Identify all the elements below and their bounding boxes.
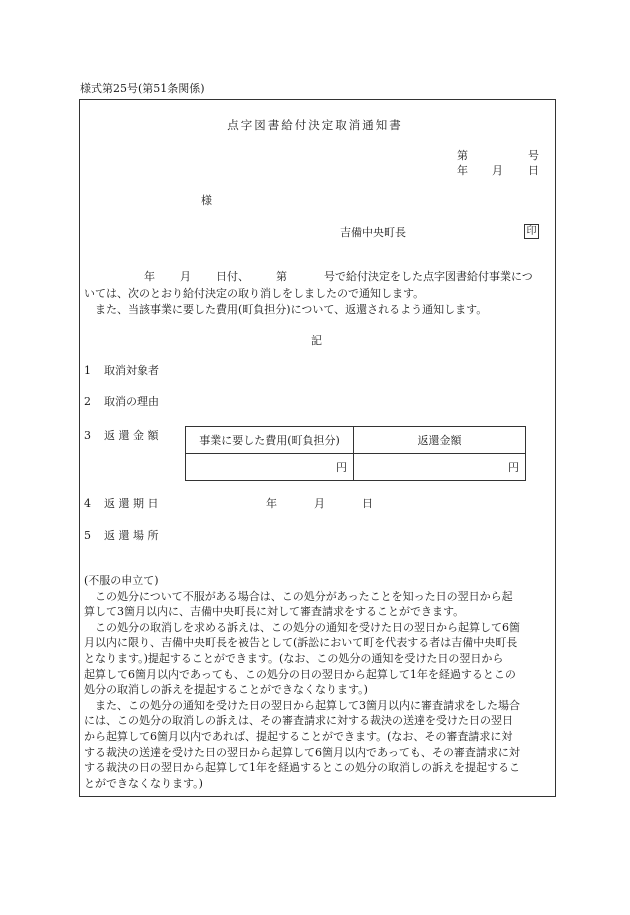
item-label: 返 還 期 日	[104, 497, 159, 510]
appeal-line: また、この処分の通知を受けた日の翌日から起算して3箇月以内に審査請求をした場合	[84, 698, 520, 712]
document-title: 点字図書給付決定取消通知書	[227, 118, 403, 132]
appeal-line: には、この処分の取消しの訴えは、その審査請求に対する裁決の送達を受けた日の翌日	[84, 714, 513, 728]
number-prefix: 第	[457, 149, 468, 162]
item-number: 3	[84, 429, 91, 442]
notice-month: 月	[180, 270, 191, 283]
notice-line2: いては、次のとおり給付決定の取り消しをしましたので通知します。	[84, 287, 425, 300]
notice-line1-text: 号で給付決定をした点字図書給付事業につ	[324, 270, 533, 283]
date-year: 年	[457, 164, 468, 177]
item-label: 取消の理由	[104, 395, 159, 408]
due-day: 日	[362, 497, 373, 510]
appeal-section	[84, 573, 552, 791]
item-label: 返 還 金 額	[104, 429, 159, 442]
refund-unit: 円	[354, 454, 526, 481]
cost-unit: 円	[186, 454, 354, 481]
item-label: 返 還 場 所	[104, 529, 159, 542]
issuer-name: 吉備中央町長	[340, 226, 406, 239]
item-number: 4	[84, 497, 91, 510]
due-year: 年	[266, 497, 277, 510]
appeal-line: する裁決の送達を受けた日の翌日から起算して6箇月以内であっても、その審査請求に対	[84, 745, 520, 759]
appeal-heading: (不服の申立て)	[84, 574, 159, 587]
item-3	[84, 430, 159, 441]
appeal-line: する裁決の日の翌日から起算して1年を経過するとこの処分の取消しの訴えを提起するこ	[84, 761, 520, 775]
date-month: 月	[492, 164, 503, 177]
recipient-suffix: 様	[201, 194, 212, 207]
appeal-line: とができなくなります。)	[84, 776, 203, 790]
item-number: 5	[84, 529, 91, 542]
table-header-row	[186, 427, 526, 454]
notice-year: 年	[144, 270, 155, 283]
appeal-line: 算して3箇月以内に、吉備中央町長に対して審査請求をすることができます。	[84, 605, 465, 619]
item-5	[84, 530, 159, 541]
item-number: 2	[84, 395, 91, 408]
form-label: 様式第25号(第51条関係)	[80, 82, 205, 95]
appeal-line: この処分について不服がある場合は、この処分があったことを知った日の翌日から起	[84, 589, 513, 603]
header-refund: 返還金額	[354, 427, 526, 454]
refund-table	[185, 426, 526, 481]
notice-line3: また、当該事業に要した費用(町負担分)について、返還されるよう通知します。	[84, 303, 488, 316]
item-1	[84, 365, 159, 376]
ki-heading: 記	[311, 334, 322, 347]
due-month: 月	[314, 497, 325, 510]
appeal-line: から起算して6箇月以内であれば、提起することができます。(なお、その審査請求に対	[84, 729, 513, 743]
item-number: 1	[84, 364, 91, 377]
table-row	[186, 454, 526, 481]
item-label: 取消対象者	[104, 364, 159, 377]
notice-day: 日付、	[216, 270, 249, 283]
appeal-line: 起算して6箇月以内であっても、この処分の日の翌日から起算して1年を経過するとこの	[84, 667, 516, 681]
appeal-line: 処分の取消しの訴えを提起することができなくなります。)	[84, 683, 368, 697]
date-day: 日	[528, 164, 539, 177]
header-cost: 事業に要した費用(町負担分)	[186, 427, 354, 454]
item-2	[84, 396, 159, 407]
item-4	[84, 498, 159, 509]
appeal-line: 月以内に限り、吉備中央町長を被告として(訴訟において町を代表する者は吉備中央町長	[84, 636, 518, 650]
number-suffix: 号	[528, 149, 539, 162]
notice-number-prefix: 第	[276, 270, 287, 283]
seal-mark: 印	[524, 224, 539, 239]
appeal-line: この処分の取消しを求める訴えは、この処分の通知を受けた日の翌日から起算して6箇	[84, 620, 520, 634]
appeal-line: となります。)提起することができます。(なお、この処分の通知を受けた日の翌日から	[84, 651, 504, 665]
